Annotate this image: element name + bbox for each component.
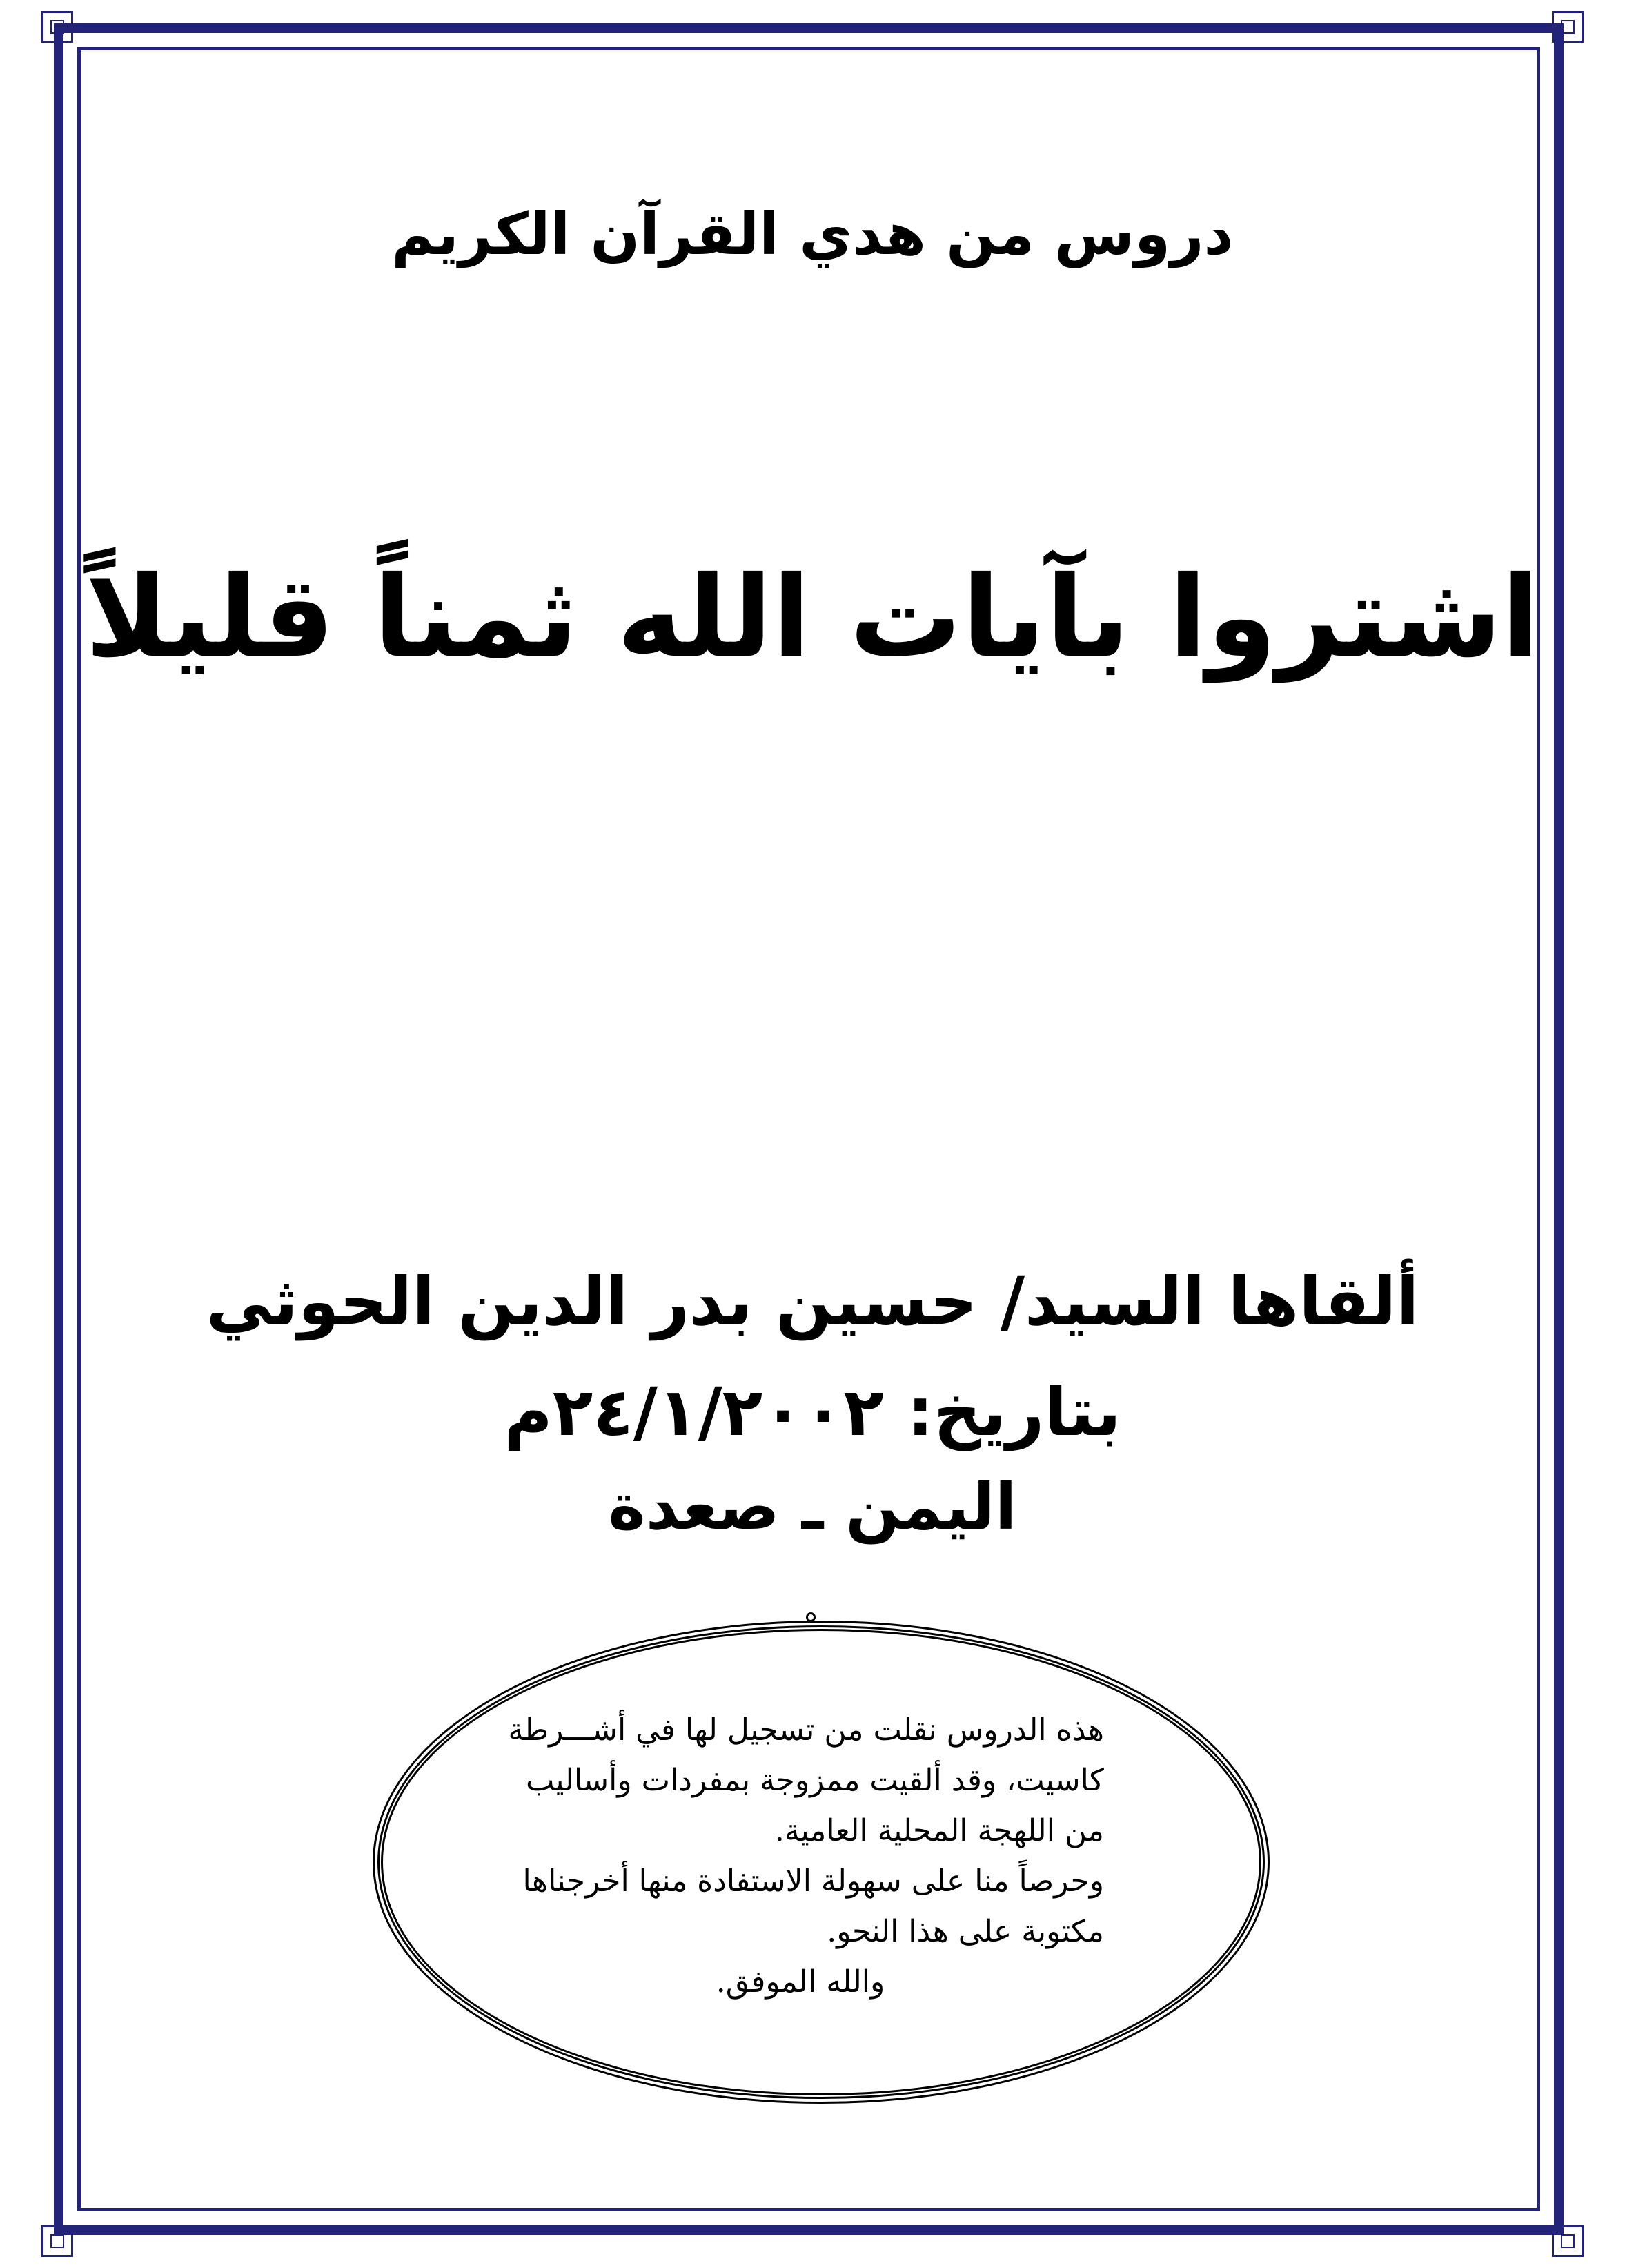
speaker-line: ألقاها السيد/ حسين بدر الدين الحوثي xyxy=(206,1263,1419,1340)
frame-corner-ornament xyxy=(41,2225,73,2257)
series-title: دروس من هدي القرآن الكريم xyxy=(391,200,1234,268)
place-line: اليمن ـ صعدة xyxy=(608,1470,1017,1544)
lesson-title: اشتروا بآيات الله ثمناً قليلاً xyxy=(85,553,1540,683)
note-line: كاسيت، وقد ألقيت ممزوجة بمفردات وأساليب xyxy=(526,1763,1104,1798)
note-line: من اللهجة المحلية العامية. xyxy=(774,1813,1104,1848)
frame-corner-ornament xyxy=(41,11,73,43)
frame-corner-ornament xyxy=(1552,11,1584,43)
note-line: هذه الدروس نقلت من تسجيل لها في أشـــرطة xyxy=(508,1712,1104,1748)
date-line: بتاريخ: ٢٤/١/٢٠٠٢م xyxy=(504,1373,1121,1451)
transcription-note xyxy=(508,1705,1104,2007)
note-line: مكتوبة على هذا النحو. xyxy=(827,1914,1104,1949)
note-line: وحرصاً منا على سهولة الاستفادة منها أخرجناها xyxy=(522,1864,1104,1899)
frame-corner-ornament xyxy=(1552,2225,1584,2257)
note-closing: والله الموفق. xyxy=(716,1964,885,2000)
